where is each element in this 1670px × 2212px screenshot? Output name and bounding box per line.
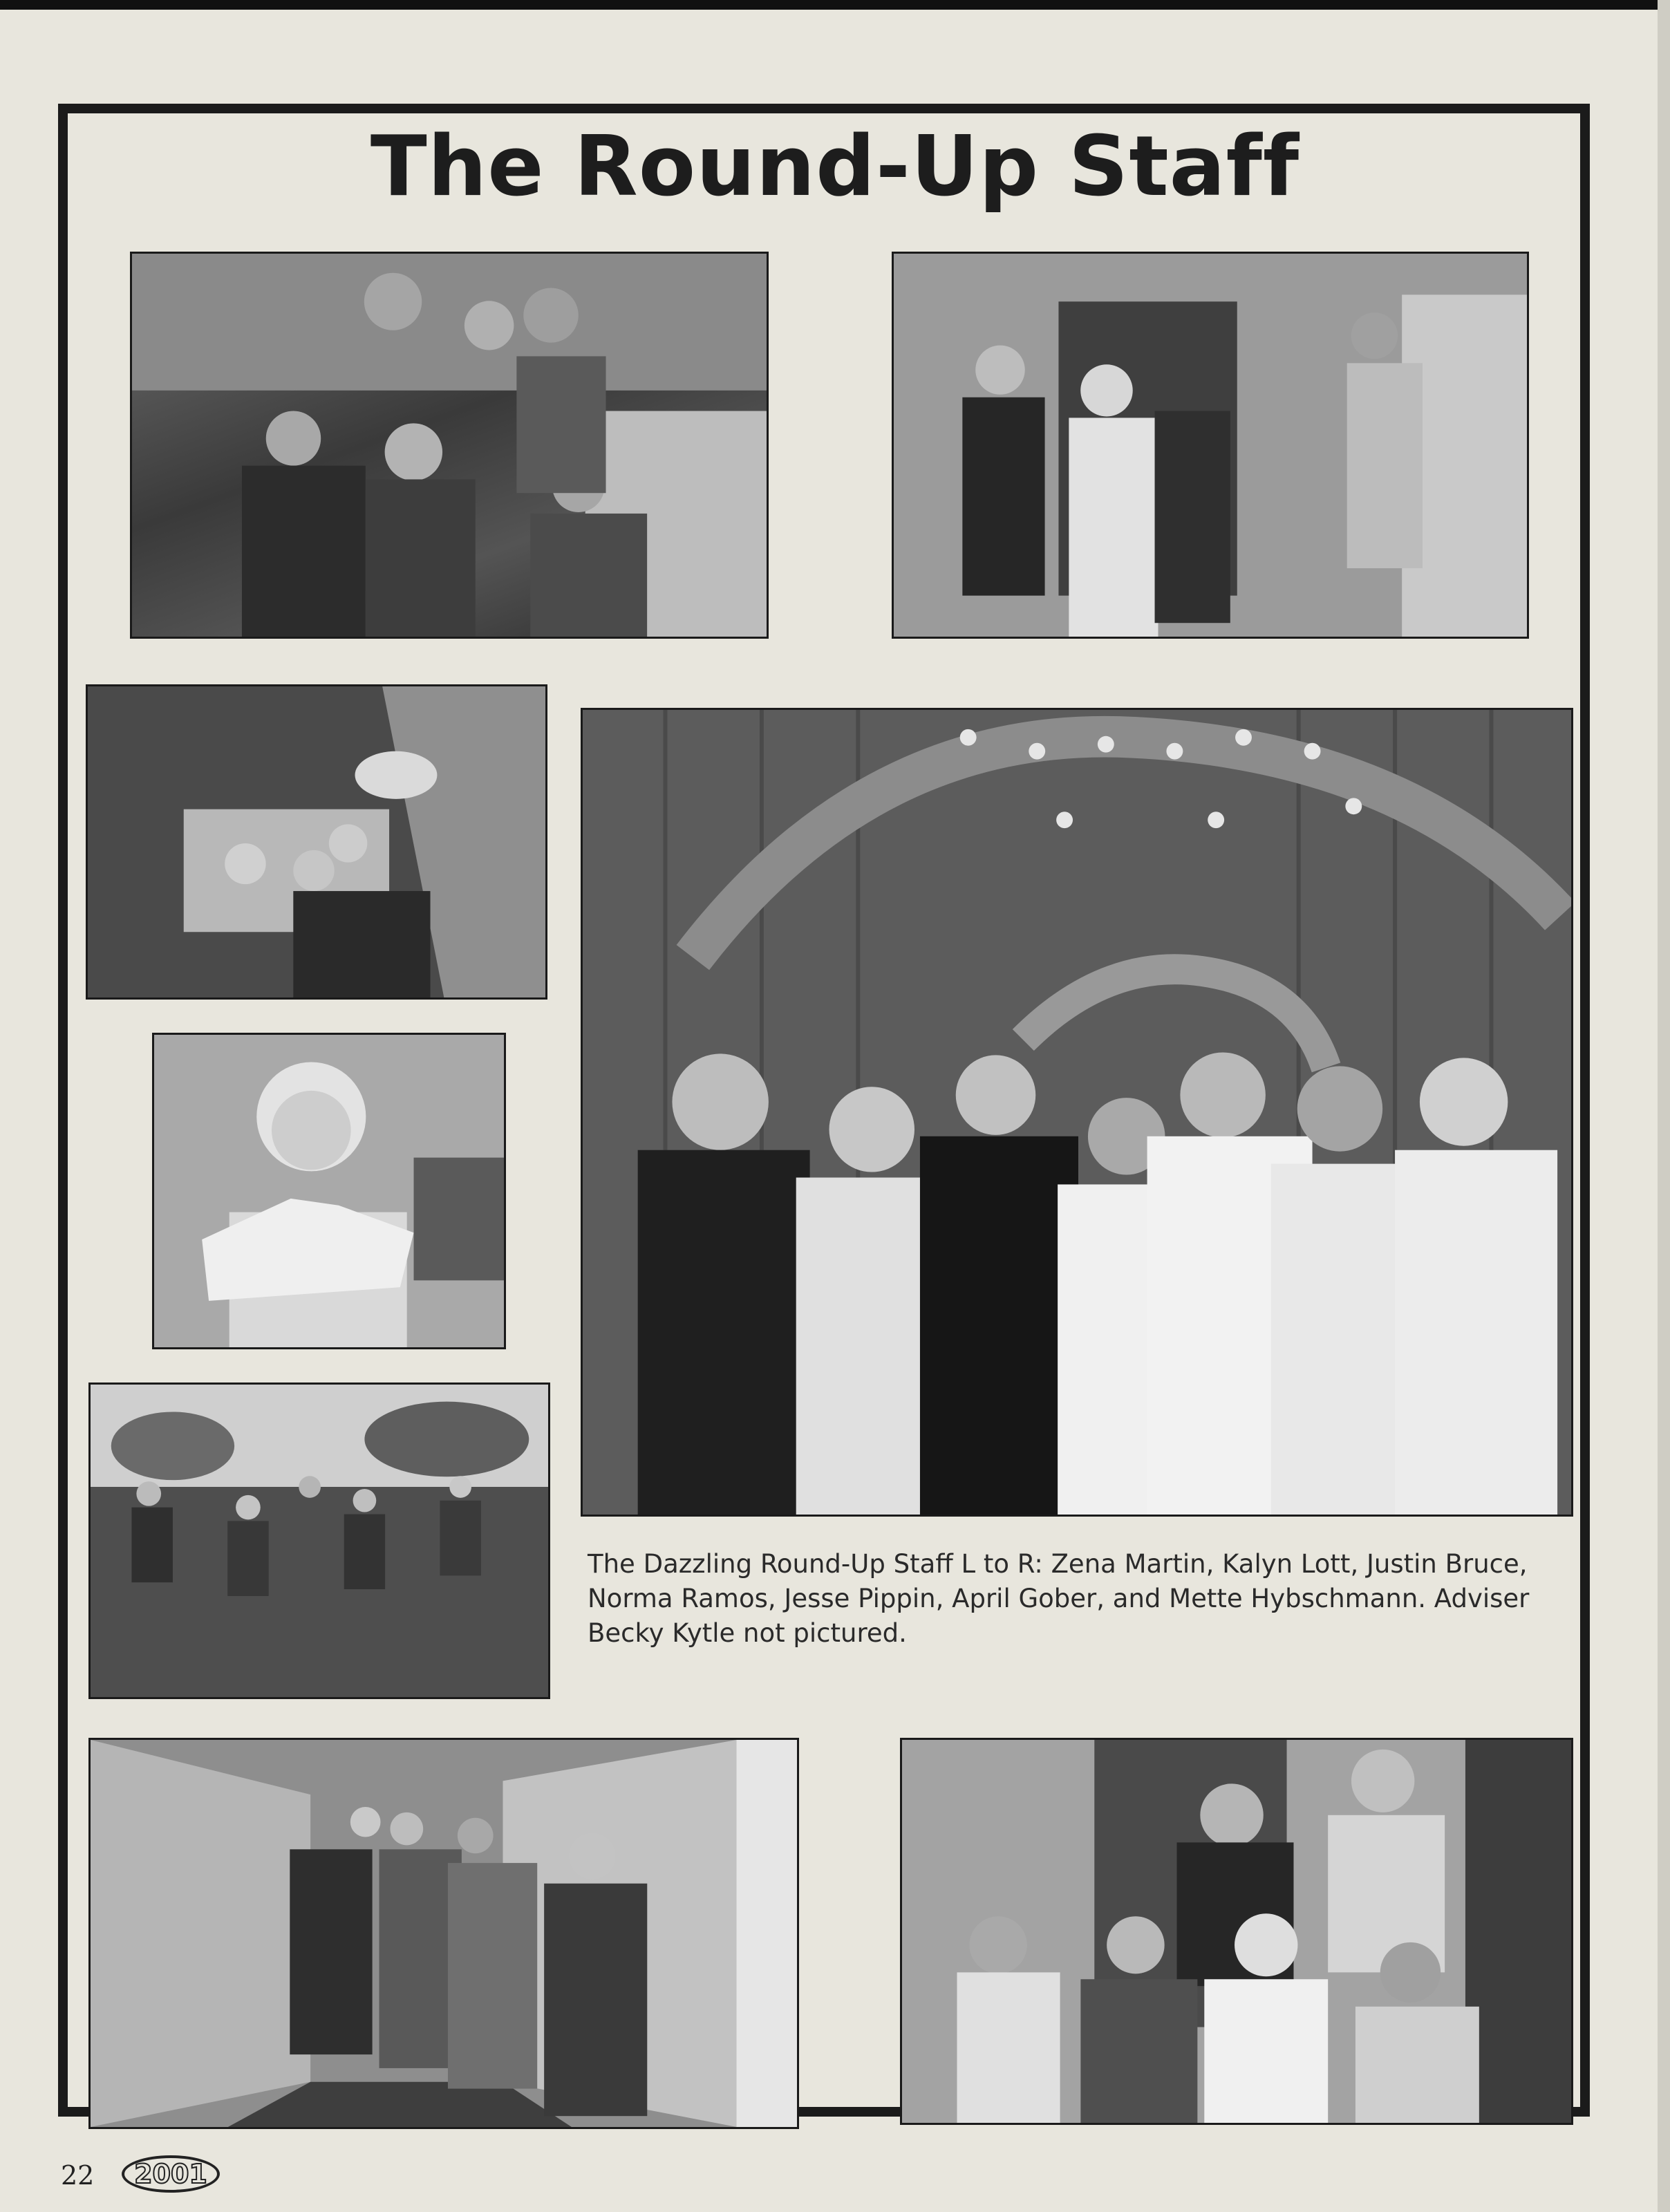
page-number: 22 <box>61 2160 95 2191</box>
photo-girl-holding-money <box>152 1033 506 1349</box>
photo-staff-playground <box>88 1382 550 1699</box>
photo-staff-prom-formal <box>581 708 1573 1517</box>
photo-staff-moving-furniture <box>892 252 1529 639</box>
scan-top-edge <box>0 0 1670 10</box>
page-title: The Round-Up Staff <box>370 119 1300 215</box>
photo-staff-vending-machine <box>900 1738 1573 2125</box>
photo-staff-hallway-lockers <box>88 1738 799 2129</box>
scan-right-edge <box>1658 0 1670 2212</box>
prom-photo-caption: The Dazzling Round-Up Staff L to R: Zena Martin, Kalyn Lott, Justin Bruce, Norma Ramos, Jesse Pippin, April Gober, and Mette Hybschmann. Adviser Becky Kytle not pictured. <box>588 1549 1530 1648</box>
year-logo: 2001 <box>122 2155 220 2193</box>
photo-staff-classroom-group <box>130 252 769 639</box>
photo-staff-lying-on-floor <box>86 684 547 1000</box>
